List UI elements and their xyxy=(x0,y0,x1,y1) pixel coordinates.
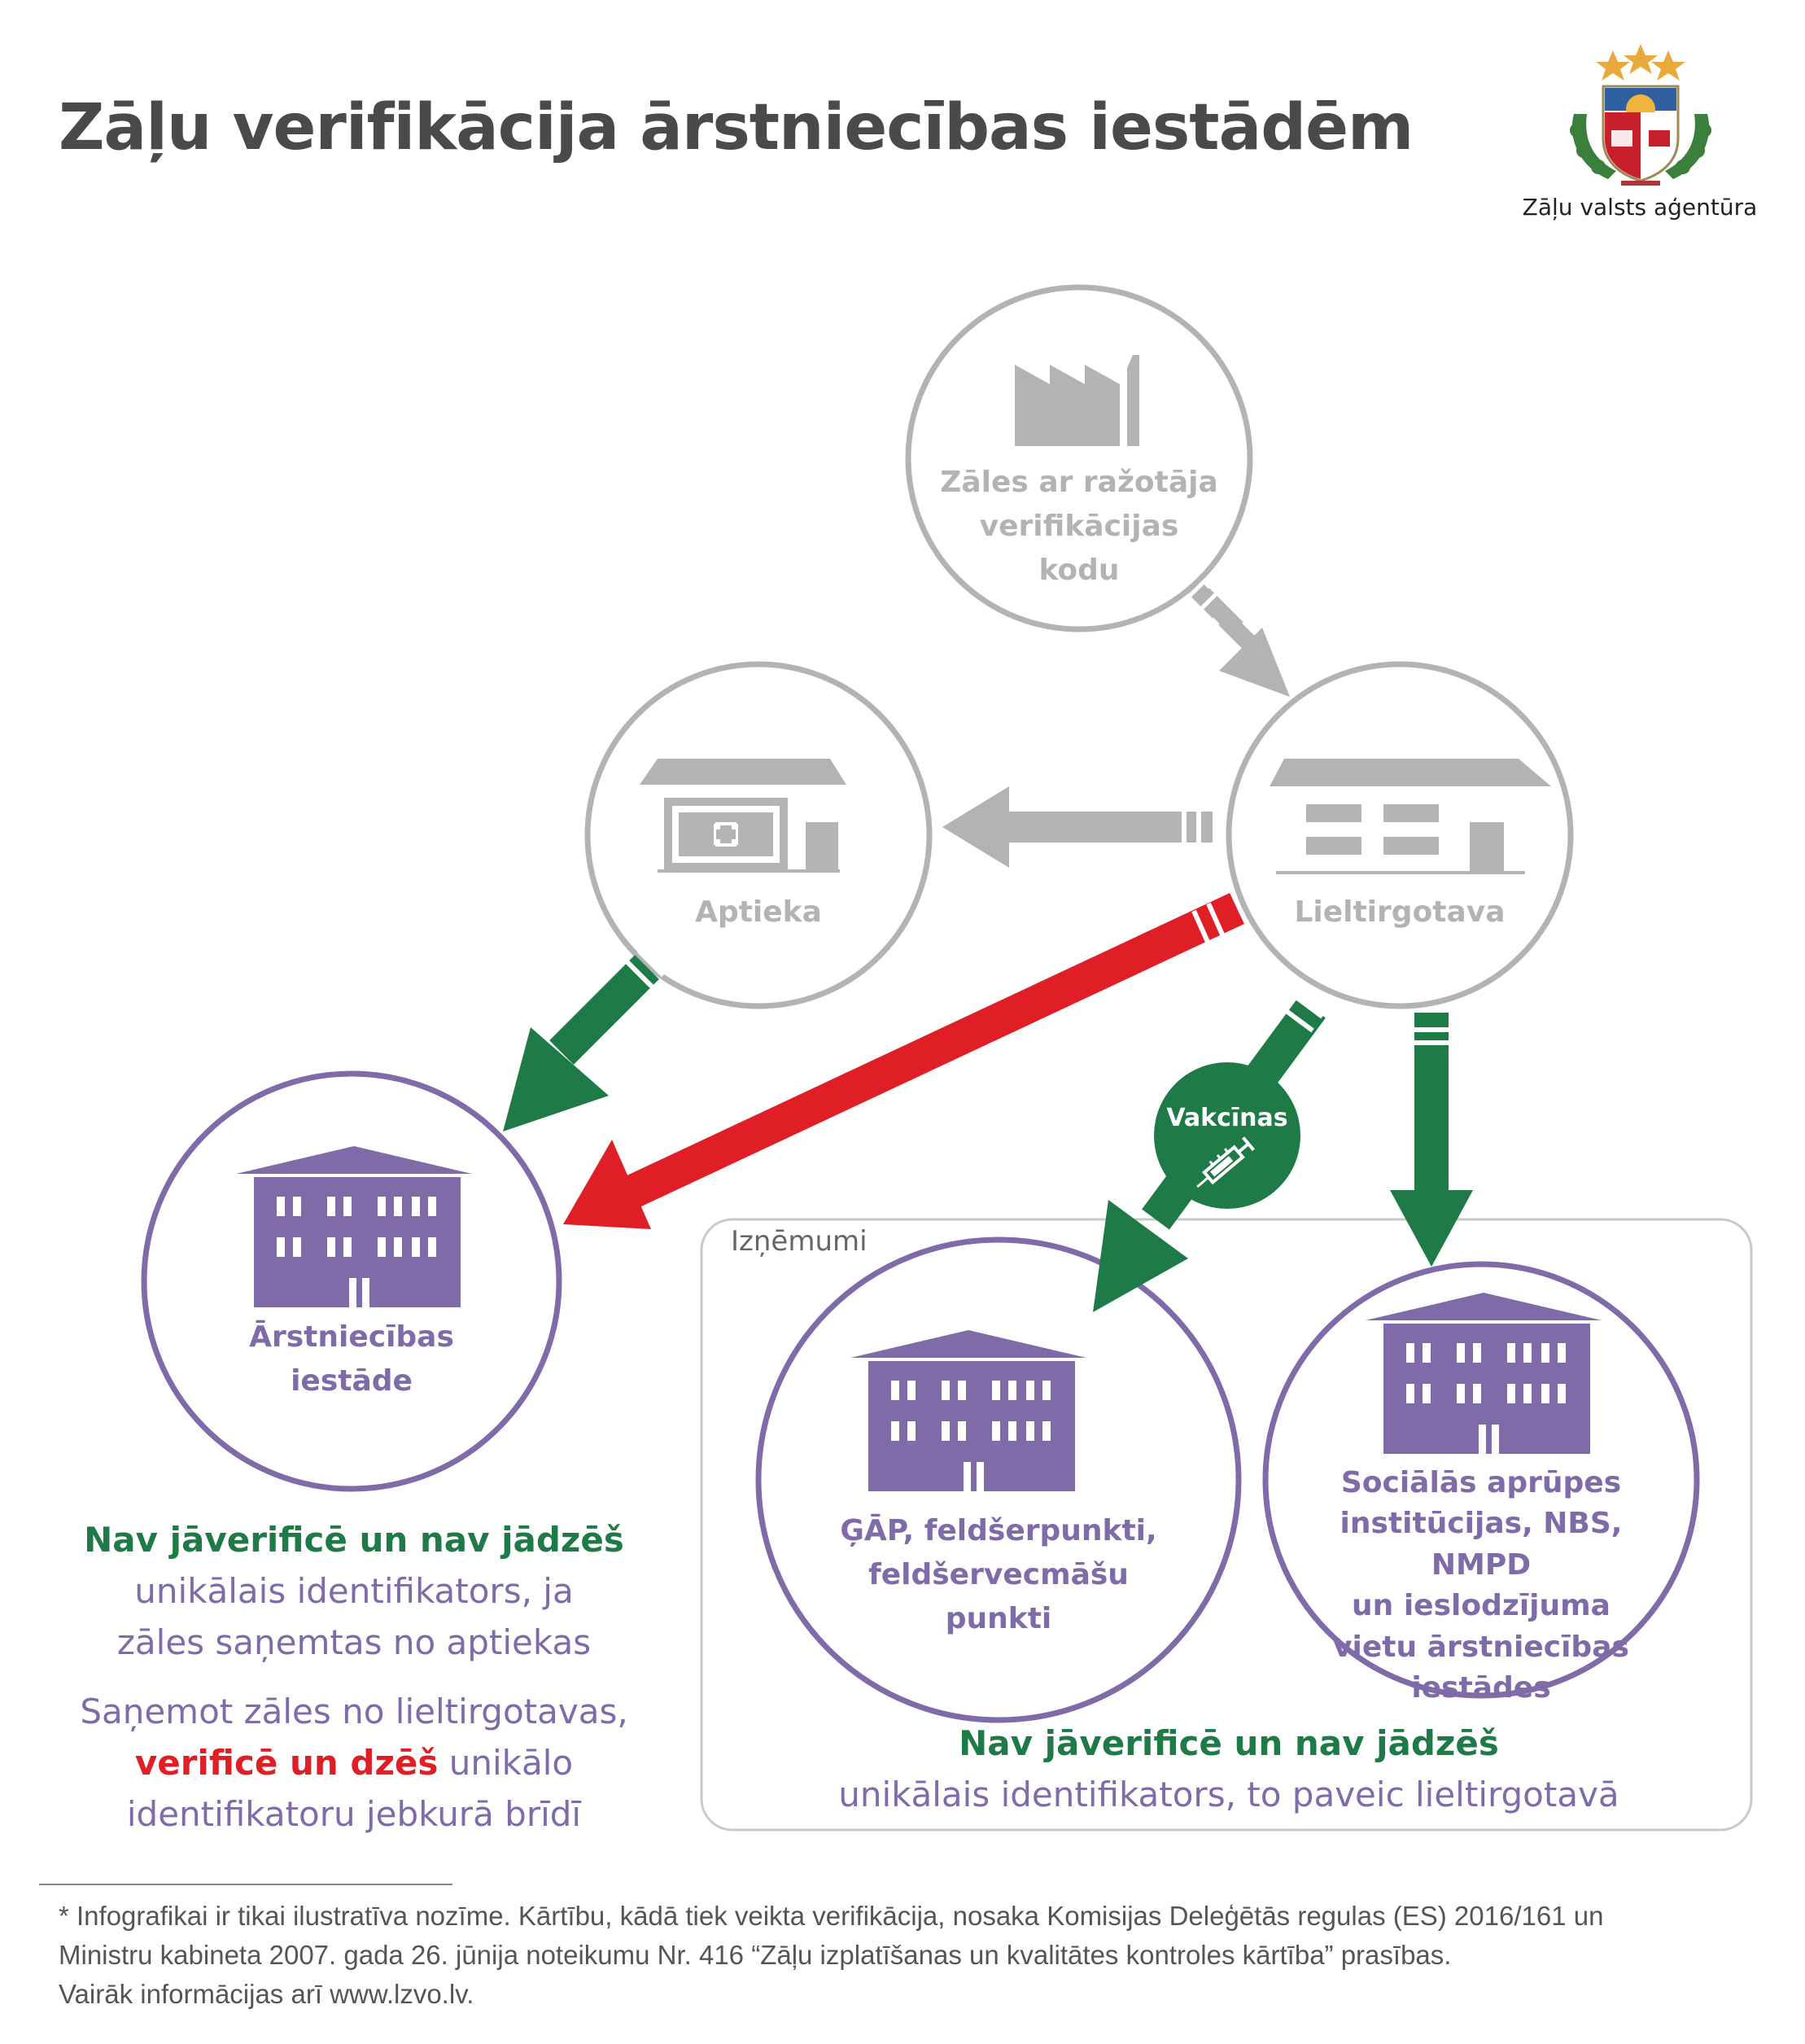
gp-building-icon xyxy=(850,1330,1086,1491)
social-label-line: un ieslodzījuma xyxy=(1352,1589,1611,1623)
agency-name: Zāļu valsts aģentūra xyxy=(1522,194,1758,221)
left-caption-mixed-line xyxy=(33,1737,675,1788)
left-caption-line: unikālais identifikators, ja xyxy=(134,1571,574,1611)
manufacturer-label xyxy=(924,461,1234,593)
arrow-wholesaler-to-gp xyxy=(1093,996,1322,1312)
manufacturer-label-line: kodu xyxy=(1038,554,1120,587)
gp-label-line: punkti xyxy=(945,1602,1052,1635)
manufacturer-label-line: Zāles ar ražotāja xyxy=(940,466,1218,499)
right-caption-line: unikālais identifikators, to paveic lieltirgotavā xyxy=(838,1775,1619,1814)
left-caption-headline: Nav jāverificē un nav jādzēš xyxy=(84,1520,624,1560)
wholesaler-label: Lieltirgotava xyxy=(1294,895,1506,929)
left-caption-line: zāles saņemtas no aptiekas xyxy=(116,1622,592,1662)
gp-label-line: ĢĀP, feldšerpunkti, xyxy=(840,1514,1157,1547)
footnote-line: Vairāk informācijas arī www.lzvo.lv. xyxy=(59,1978,474,2009)
hospital-label xyxy=(229,1315,474,1403)
arrow-wholesaler-to-social xyxy=(1390,1013,1473,1267)
social-building-icon xyxy=(1366,1293,1602,1454)
manufacturer-label-line: verifikācijas xyxy=(979,510,1179,543)
verify-delete-emphasis: verificē un dzēš xyxy=(134,1743,439,1783)
social-label-line: Sociālās aprūpes xyxy=(1340,1466,1622,1499)
social-label-line: iestādes xyxy=(1411,1670,1551,1705)
wholesaler-circle xyxy=(1229,664,1571,1006)
social-label xyxy=(1286,1463,1676,1709)
social-label-line: institūcijas, NBS, NMPD xyxy=(1340,1507,1623,1582)
hospital-label-line: iestāde xyxy=(291,1364,413,1398)
vaccine-badge-label: Vakcīnas xyxy=(1166,1104,1288,1132)
social-label-line: vietu ārstniecības xyxy=(1333,1630,1629,1664)
pharmacy-label: Aptieka xyxy=(695,895,822,929)
right-caption xyxy=(716,1718,1742,1820)
hospital-label-line: Ārstniecības xyxy=(249,1320,454,1354)
left-caption xyxy=(33,1514,675,1840)
left-caption-line: identifikatoru jebkurā brīdī xyxy=(126,1794,582,1834)
gp-label-line: feldšervecmāšu xyxy=(868,1558,1129,1591)
gp-label xyxy=(819,1509,1178,1641)
page-title: Zāļu verifikācija ārstniecības iestādēm xyxy=(59,91,1414,164)
footnote xyxy=(59,1897,1784,2014)
arrow-pharmacy-to-hospital xyxy=(503,951,663,1131)
footnote-line: * Infografikai ir tikai ilustratīva nozīme. Kārtību, kādā tiek veikta verifikācija, nosaka Komisijas Deleģētās regulas (ES) 2016/161 un xyxy=(59,1901,1604,1931)
left-caption-line-rest: unikālo xyxy=(438,1743,574,1783)
left-caption-line: Saņemot zāles no lieltirgotavas, xyxy=(80,1692,628,1731)
right-caption-headline: Nav jāverificē un nav jādzēš xyxy=(959,1723,1499,1763)
footnote-divider xyxy=(39,1884,452,1885)
footnote-line: Ministru kabineta 2007. gada 26. jūnija noteikumu Nr. 416 “Zāļu izplatīšanas un kvalitātes kontroles kārtība” prasības. xyxy=(59,1939,1452,1970)
vaccine-badge xyxy=(1154,1062,1300,1209)
arrow-wholesaler-to-pharmacy xyxy=(942,786,1213,868)
hospital-building-icon xyxy=(236,1146,472,1307)
coat-of-arms-logo xyxy=(1570,44,1711,186)
exceptions-label: Izņēmumi xyxy=(731,1225,868,1258)
arrow-manufacturer-to-wholesaler xyxy=(1195,588,1290,697)
